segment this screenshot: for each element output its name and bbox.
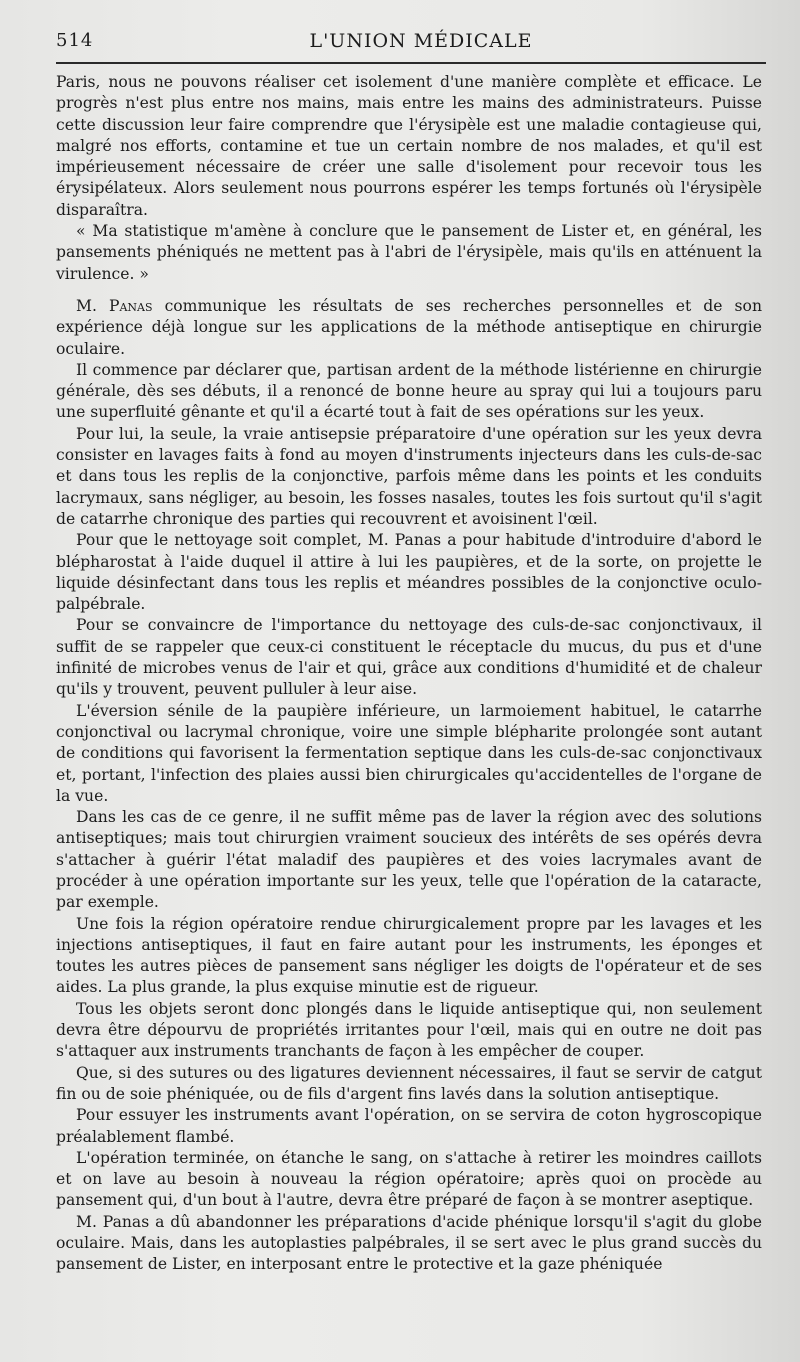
paragraph-speaker [56, 296, 762, 360]
speaker-name: Panas [108, 296, 153, 315]
body-text [56, 72, 762, 1276]
page-number: 514 [56, 30, 94, 51]
paragraph: Pour lui, la seule, la vraie antisepsie préparatoire d'une opération sur les yeux devra consister en lavages faits à fond au moyen d'instruments injecteurs dans les culs-de-sac et dans tous les replis de la conjonctive, parfois même dans les points et les conduits lacrymaux, sans négliger, au besoin, les fosses nasales, toutes les fois surtout qu'il s'agit de catarrhe chronique des parties qui recouvrent et avoisinent l'œil. [56, 424, 762, 528]
paragraph: L'opération terminée, on étanche le sang, on s'attache à retirer les moindres caillots et on lave au besoin à nouveau la région opératoire; après quoi on procède au pansement qui, d'un bout à l'autre, devra être préparé de façon à se montrer aseptique. [56, 1148, 762, 1210]
paragraph: Tous les objets seront donc plongés dans le liquide antiseptique qui, non seulement devra être dépourvu de propriétés irritantes pour l'œil, mais qui en outre ne doit pas s'attaquer aux instruments tranchants de façon à les empêcher de couper. [56, 999, 762, 1061]
paragraph: Paris, nous ne pouvons réaliser cet isolement d'une manière complète et efficace. Le progrès n'est plus entre nos mains, mais entre les mains des administrateurs. Puisse cette discussion leur faire comprendre que l'érysipèle est une maladie contagieuse qui, malgré nos efforts, contamine et tue un certain nombre de nos malades, et qu'il est impérieusement nécessaire de créer une salle d'isolement pour recevoir tous les érysipélateux. Alors seulement nous pourrons espérer les temps fortunés où l'érysipèle disparaîtra. [56, 73, 762, 219]
paragraph: Une fois la région opératoire rendue chirurgicalement propre par les lavages et les injections antiseptiques, il faut en faire autant pour les instruments, les éponges et toutes les autres pièces de pansement sans négliger les doigts de l'opérateur et de ses aides. La plus grande, la plus exquise minutie est de rigueur. [56, 914, 762, 997]
paragraph: Dans les cas de ce genre, il ne suffit même pas de laver la région avec des solutions antiseptiques; mais tout chirurgien vraiment soucieux des intérêts de ses opérés devra s'attacher à guérir l'état maladif des paupières et des voies lacrymales avant de procéder à une opération importante sur les yeux, telle que l'opération de la cataracte, par exemple. [56, 808, 762, 912]
paragraph: Pour que le nettoyage soit complet, M. Panas a pour habitude d'introduire d'abord le blépharostat à l'aide duquel il attire à lui les paupières, et de la sorte, on projette le liquide désinfectant dans tous les replis et méandres possibles de la conjonctive oculo-palpébrale. [56, 531, 762, 614]
running-title: L'UNION MÉDICALE [309, 30, 533, 52]
paragraph: Pour se convaincre de l'importance du nettoyage des culs-de-sac conjonctivaux, il suffit de se rappeler que ceux-ci constituent le réceptacle du mucus, du pus et d'une infinité de microbes venus de l'air et qui, grâce aux conditions d'humidité et de chaleur qu'ils y trouvent, peuvent pulluler à leur aise. [56, 616, 762, 699]
header-rule [56, 62, 766, 64]
paragraph-text: communique les résultats de ses recherches personnelles et de son expérience déjà longue sur les applications de la méthode antiseptique en chirurgie oculaire. [56, 296, 762, 358]
paragraph: « Ma statistique m'amène à conclure que le pansement de Lister et, en général, les pansements phéniqués ne mettent pas à l'abri de l'érysipèle, mais qu'ils en atténuent la virulence. » [56, 222, 762, 283]
paragraph: M. Panas a dû abandonner les préparations d'acide phénique lorsqu'il s'agit du globe oculaire. Mais, dans les autoplasties palpébrales, il se sert avec le plus grand succès du pansement de Lister, en interposant entre le protective et la gaze phéniquée [56, 1212, 762, 1274]
page-header [56, 30, 756, 58]
paragraph: Il commence par déclarer que, partisan ardent de la méthode listérienne en chirurgie générale, dès ses débuts, il a renoncé de bonne heure au spray qui lui a toujours paru une superfluité gênante et qu'il a écarté tout à fait de ses opérations sur les yeux. [56, 360, 762, 422]
paragraph: Pour essuyer les instruments avant l'opération, on se servira de coton hygroscopique préalablement flambé. [56, 1106, 762, 1146]
paragraph: Que, si des sutures ou des ligatures deviennent nécessaires, il faut se servir de catgut fin ou de soie phéniquée, ou de fils d'argent fins lavés dans la solution antiseptique. [56, 1063, 762, 1103]
speaker-prefix: M. [76, 296, 109, 315]
paragraph: L'éversion sénile de la paupière inférieure, un larmoiement habituel, le catarrhe conjonctival ou lacrymal chronique, voire une simple blépharite prolongée sont autant de conditions qui favorisent la fermentation septique dans les culs-de-sac conjonctivaux et, portant, l'infection des plaies aussi bien chirurgicales qu'accidentelles de l'organe de la vue. [56, 701, 762, 805]
